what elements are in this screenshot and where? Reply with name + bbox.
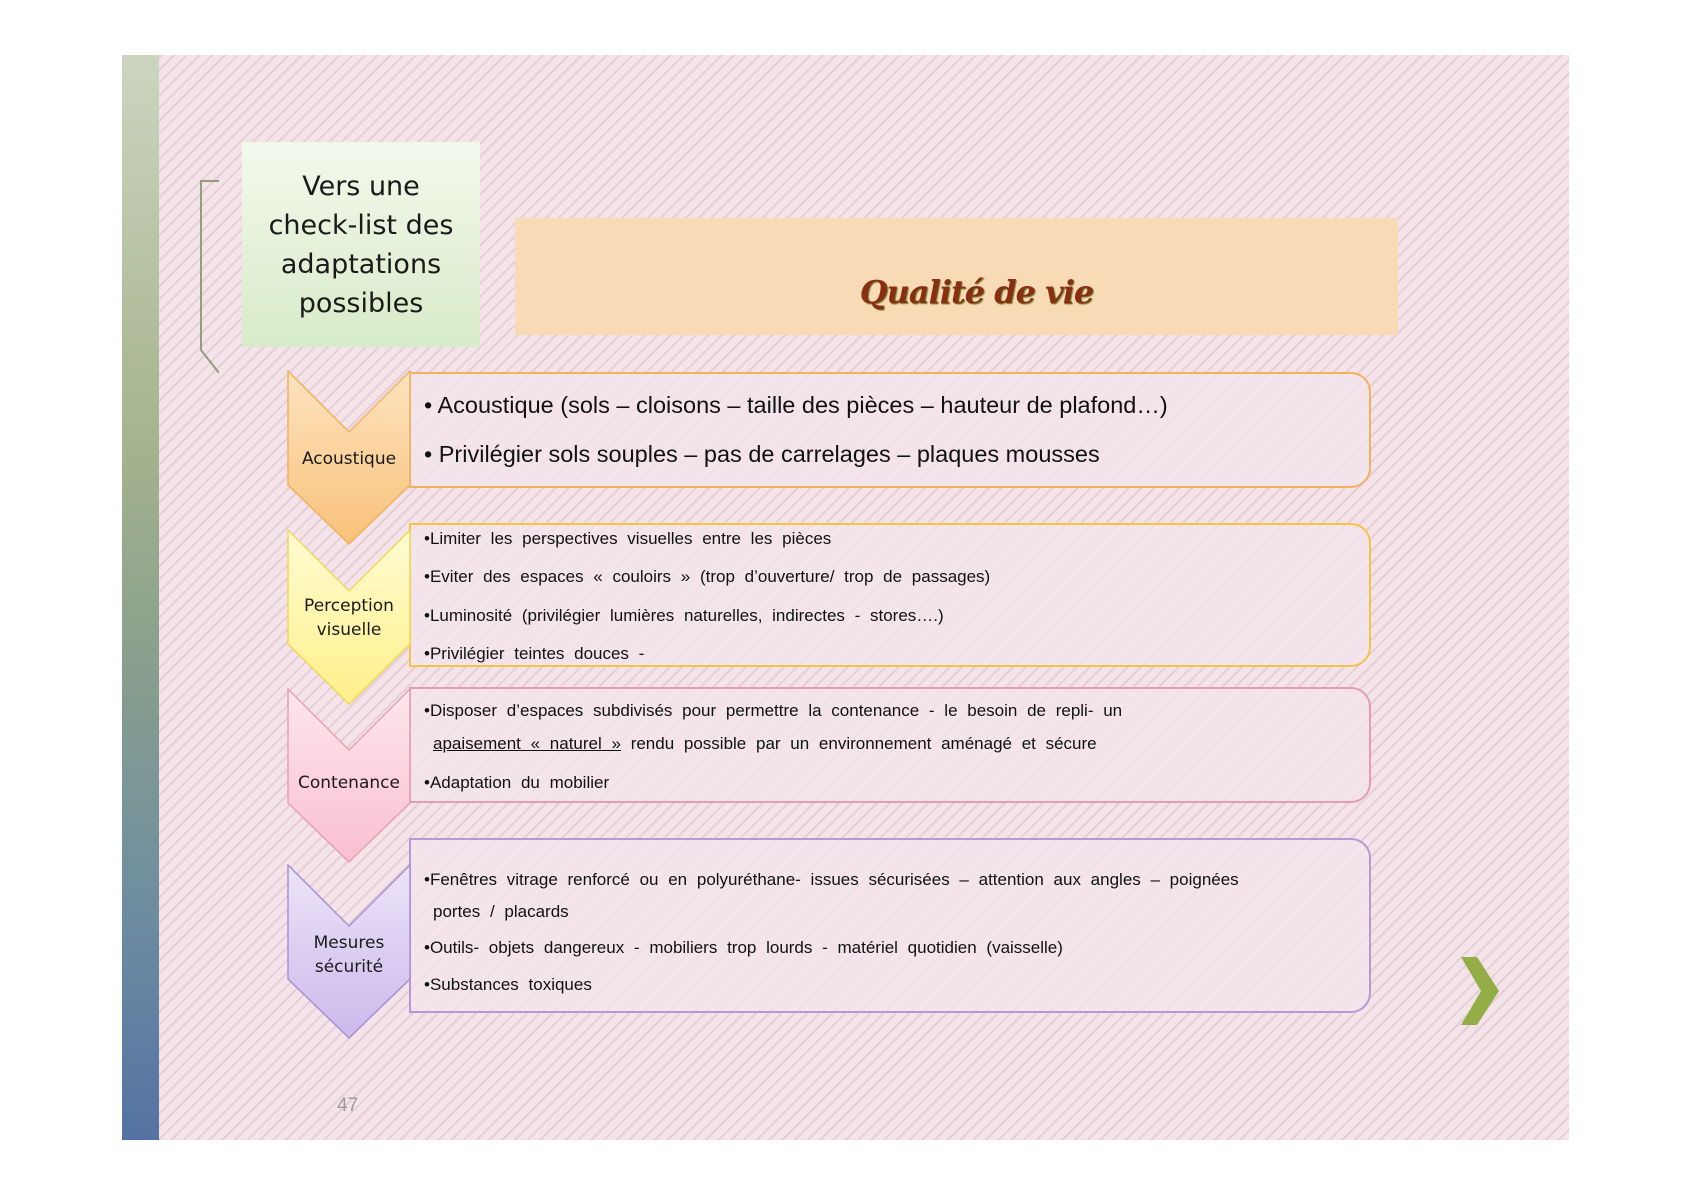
acoustique-bullet-1: • Acoustique (sols – cloisons – taille des pièces – hauteur de plafond…)	[424, 392, 1168, 418]
left-accent-bar	[122, 55, 159, 1140]
contenance-bullet-2-rest: rendu possible par un environnement aménagé et sécure	[630, 734, 1097, 753]
perception-chevron	[287, 529, 411, 705]
contenance-underlined-text: apaisement « naturel »	[433, 734, 621, 753]
acoustique-chevron	[287, 370, 411, 545]
slide	[122, 55, 1569, 1140]
contenance-chevron	[287, 688, 411, 863]
securite-content-box	[409, 838, 1371, 1013]
securite-label: Mesures sécurité	[313, 933, 385, 977]
page-number: 47	[337, 1095, 359, 1116]
contenance-content-box	[409, 687, 1371, 803]
bracket-decoration	[199, 180, 219, 375]
chevron-right-icon[interactable]	[1459, 955, 1501, 1027]
contenance-bullet-1: •Disposer d’espaces subdivisés pour permettre la contenance - le besoin de repli- un	[424, 701, 1123, 720]
section-title-box	[242, 142, 480, 347]
securite-bullet-3: •Substances toxiques	[424, 975, 592, 994]
securite-bullet-1: •Fenêtres vitrage renforcé ou en polyuréthane- issues sécurisées – attention aux angles – poignées	[424, 870, 1239, 889]
perception-bullet-1: •Limiter les perspectives visuelles entre les pièces	[424, 529, 832, 548]
contenance-bullet-3: •Adaptation du mobilier	[424, 773, 610, 792]
perception-content-box	[409, 523, 1371, 667]
perception-bullet-3: •Luminosité (privilégier lumières naturelles, indirectes - stores….)	[424, 606, 944, 625]
perception-bullet-4: •Privilégier teintes douces -	[424, 644, 645, 663]
securite-bullet-1-cont: portes / placards	[433, 902, 569, 921]
securite-chevron	[287, 864, 411, 1039]
section-title: Vers une check-list des adaptations possibles	[268, 170, 454, 319]
perception-bullet-2: •Eviter des espaces « couloirs » (trop d’ouverture/ trop de passages)	[424, 567, 991, 586]
contenance-label: Contenance	[298, 773, 400, 793]
perception-label: Perception visuelle	[304, 596, 394, 640]
title-banner	[515, 218, 1398, 335]
contenance-bullet-2-line	[424, 734, 1097, 754]
acoustique-label: Acoustique	[301, 449, 397, 469]
acoustique-content-box	[409, 372, 1371, 488]
acoustique-bullet-2: • Privilégier sols souples – pas de carrelages – plaques mousses	[424, 441, 1100, 467]
slide-title: Qualité de vie	[859, 273, 1094, 311]
securite-bullet-2: •Outils- objets dangereux - mobiliers trop lourds - matériel quotidien (vaisselle)	[424, 938, 1063, 957]
